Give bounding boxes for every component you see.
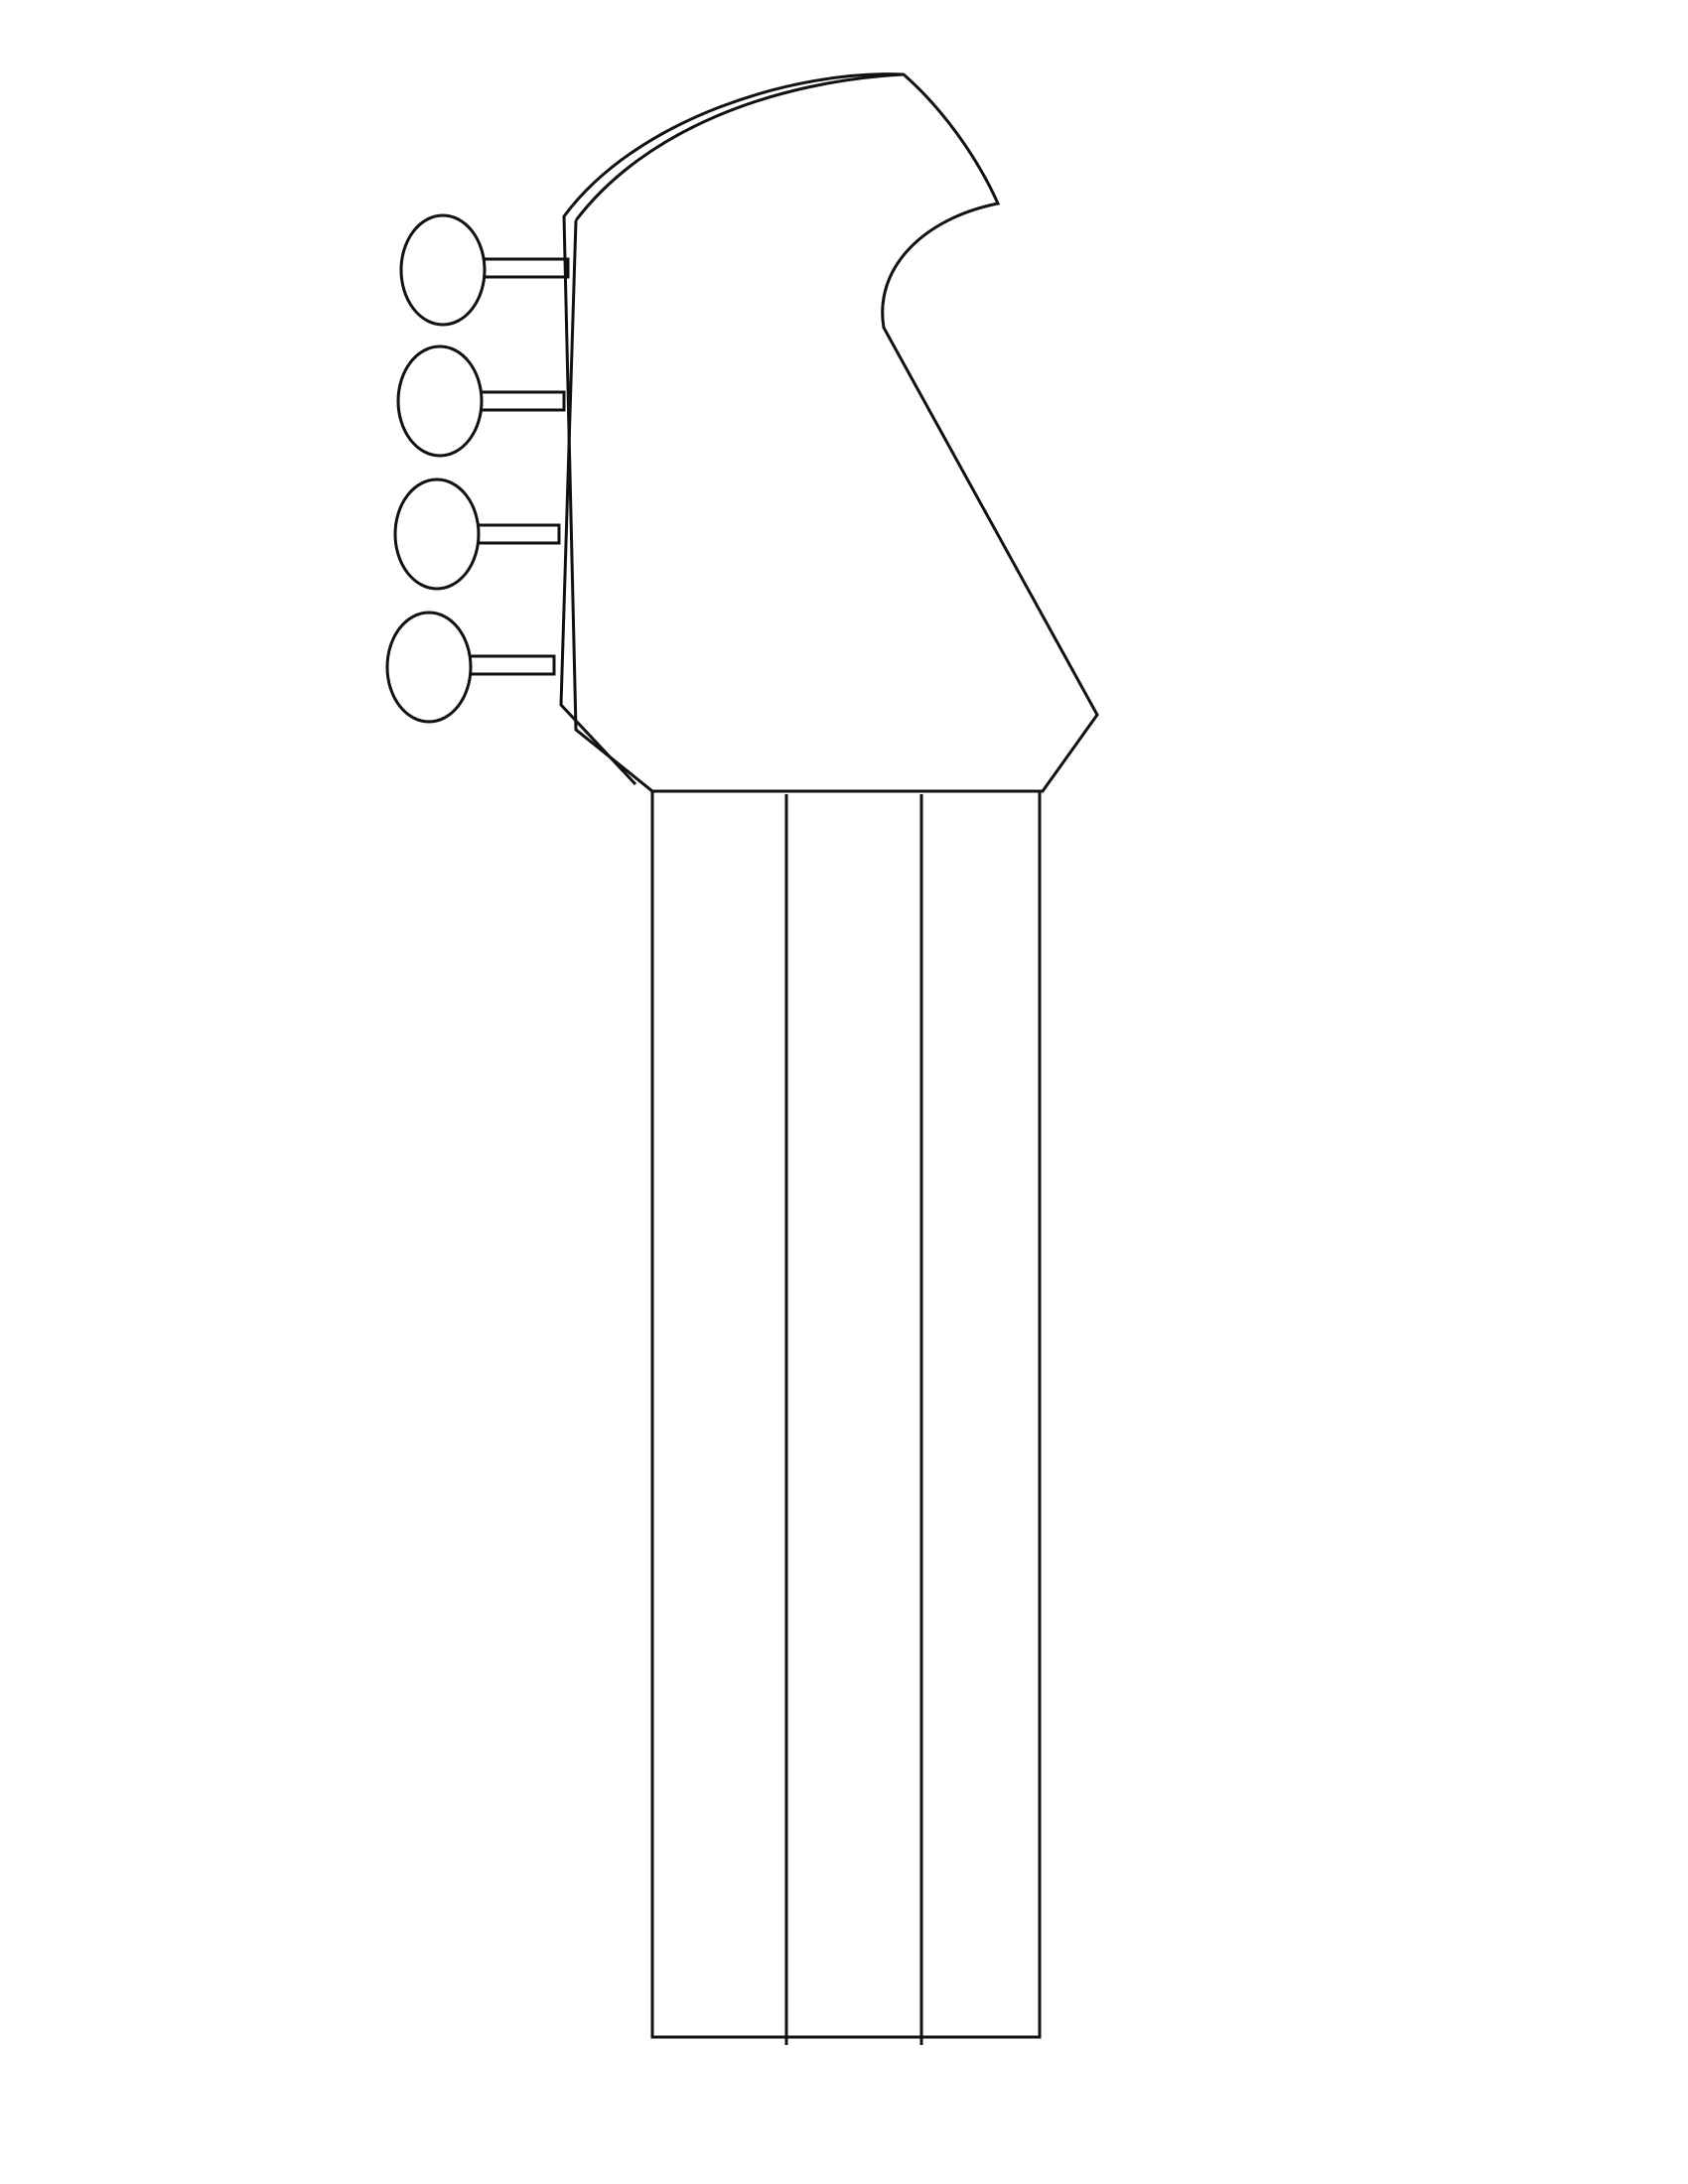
headstock <box>387 74 1097 791</box>
fretboard-outline <box>652 791 1040 2037</box>
tuning-pegs <box>387 215 568 722</box>
peg-knob[interactable] <box>401 215 485 325</box>
tuning-peg[interactable] <box>387 613 554 722</box>
tuning-peg[interactable] <box>401 215 568 325</box>
fretboard <box>652 791 1040 2045</box>
peg-knob[interactable] <box>387 613 471 722</box>
tuning-peg[interactable] <box>395 479 559 589</box>
peg-knob[interactable] <box>398 346 482 456</box>
peg-post <box>472 525 559 543</box>
peg-post <box>467 656 554 674</box>
tuning-peg[interactable] <box>398 346 564 456</box>
peg-knob[interactable] <box>395 479 479 589</box>
peg-post <box>475 392 564 410</box>
headstock-outline <box>564 74 1097 791</box>
peg-post <box>477 259 568 277</box>
